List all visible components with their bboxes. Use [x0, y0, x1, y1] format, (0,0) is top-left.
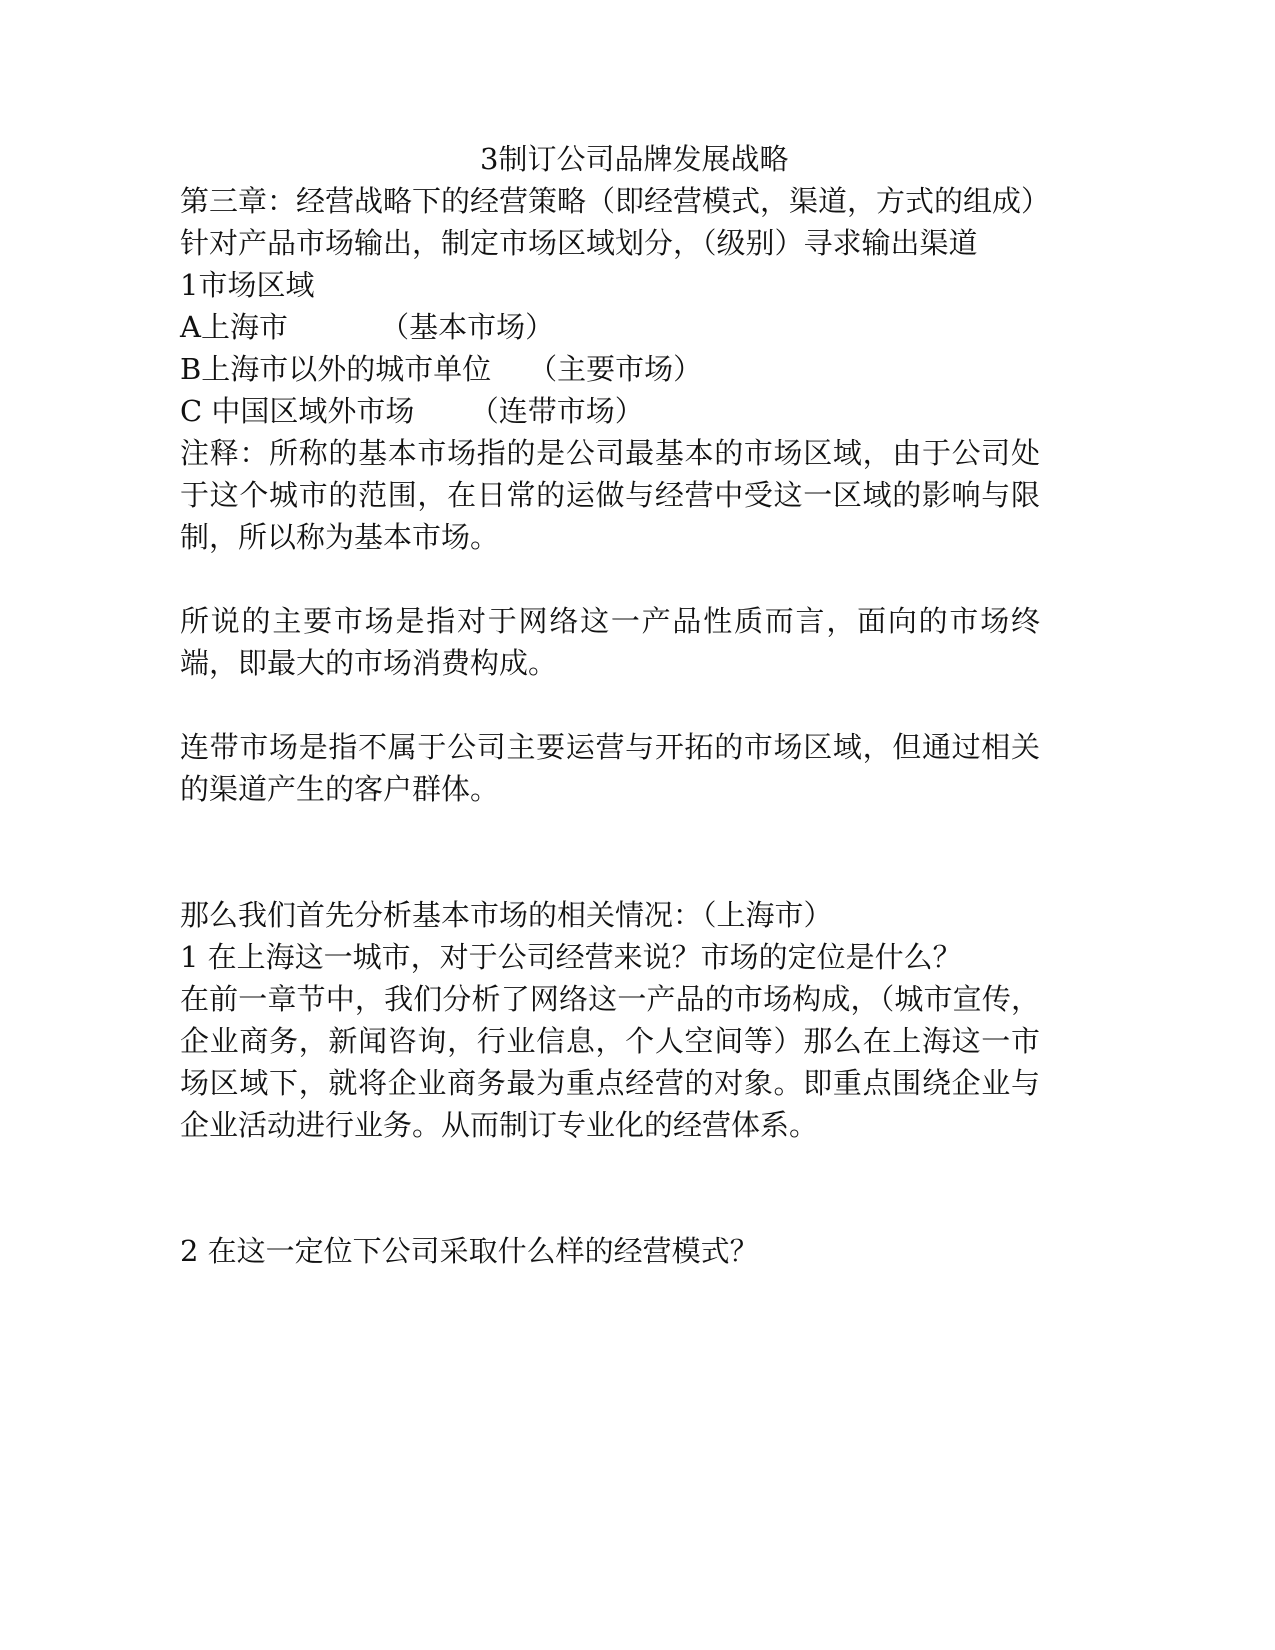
question-2: 2 在这一定位下公司采取什么样的经营模式？: [180, 1234, 759, 1268]
note-linked-market: 连带市场是指不属于公司主要运营与开拓的市场区域，但通过相关的渠道产生的客户群体。: [180, 730, 1040, 806]
note-main-market: 所说的主要市场是指对于网络这一产品性质而言，面向的市场终端，即最大的市场消费构成。: [180, 604, 1040, 680]
chapter-heading: 第三章：经营战略下的经营策略（即经营模式，渠道，方式的组成）: [180, 184, 1051, 218]
market-item-a: A上海市 （基本市场）: [180, 310, 555, 344]
paragraph-spacer: [180, 558, 1040, 600]
document-body: [180, 138, 1051, 1272]
market-item-c: C 中国区域外市场 （连带市场）: [180, 394, 644, 428]
market-item-b: B上海市以外的城市单位 （主要市场）: [180, 352, 703, 386]
note-basic-market: 注释：所称的基本市场指的是公司最基本的市场区域，由于公司处于这个城市的范围，在日常的运做与经营中受这一区域的影响与限制，所以称为基本市场。: [180, 436, 1040, 554]
paragraph-spacer: [180, 810, 1040, 894]
document-title: 3制订公司品牌发展战略: [480, 142, 789, 176]
paragraph-spacer: [180, 684, 1040, 726]
section-heading-market-regions: 1市场区域: [180, 268, 315, 302]
paragraph-spacer: [180, 1146, 1040, 1230]
answer-1: 在前一章节中，我们分析了网络这一产品的市场构成，（城市宣传，企业商务，新闻咨询，行业信息，个人空间等）那么在上海这一市场区域下，就将企业商务最为重点经营的对象。即重点围绕企业与企业活动进行业务。从而制订专业化的经营体系。: [180, 982, 1040, 1142]
intro-paragraph: 针对产品市场输出，制定市场区域划分，（级别）寻求输出渠道: [180, 226, 978, 260]
question-1: 1 在上海这一城市，对于公司经营来说？市场的定位是什么？: [180, 940, 962, 974]
analysis-heading: 那么我们首先分析基本市场的相关情况：（上海市）: [180, 898, 833, 932]
